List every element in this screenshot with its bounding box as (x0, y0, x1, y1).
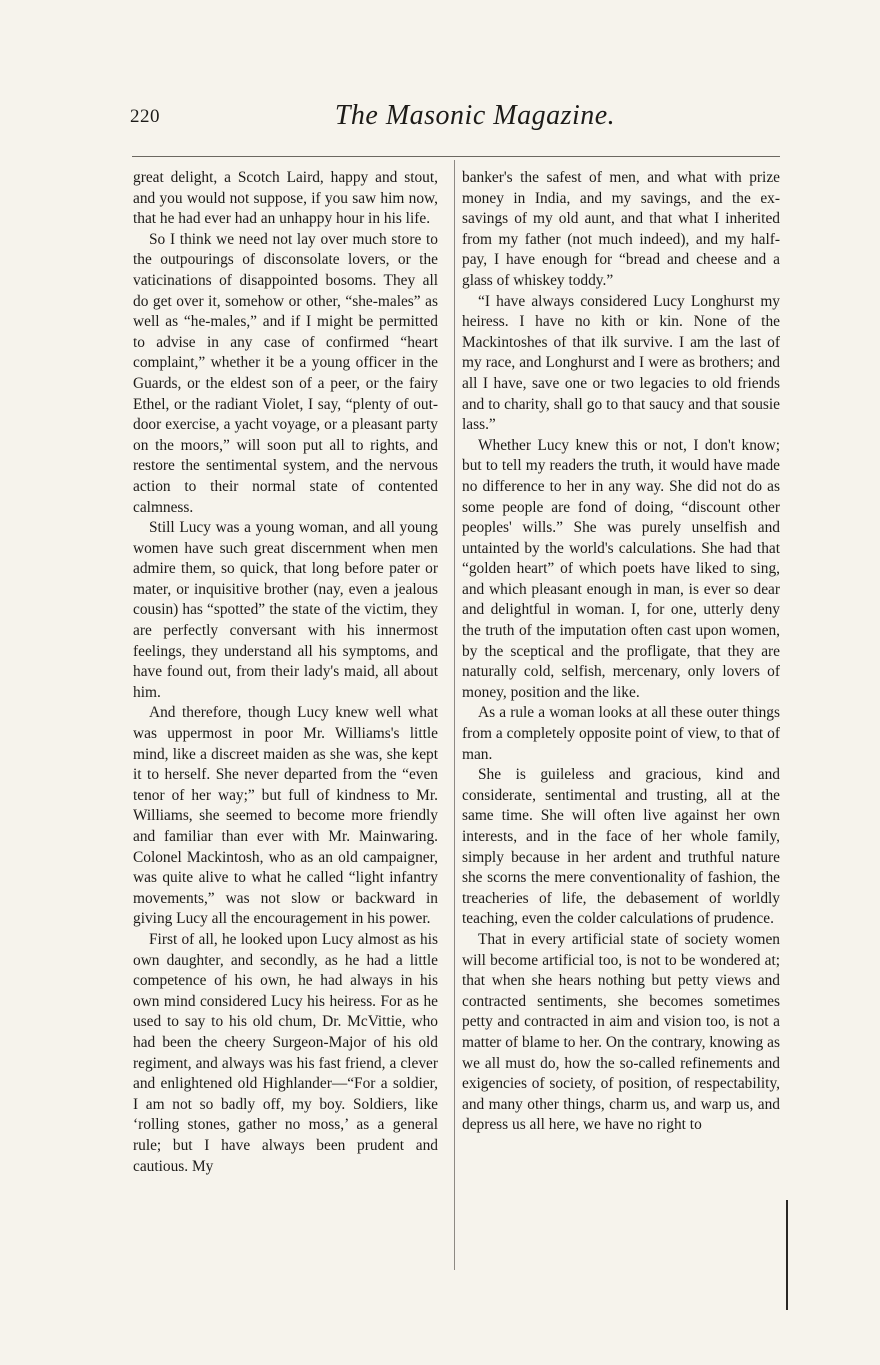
paragraph: As a rule a woman looks at all these outer things from a completely opposite point of view, to that of man. (462, 704, 780, 763)
paragraph: great delight, a Scotch Laird, happy and stout, and you would not suppose, if you saw him now, that he had ever had an unhappy hour in his life. (133, 169, 438, 228)
paragraph: And therefore, though Lucy knew well what was uppermost in poor Mr. Williams's little mind, like a discreet maiden as she was, she kept it to herself. She never departed from the “even tenor of her way;” but full of kindness to Mr. Williams, she seemed to become more friendly and familiar than ever with Mr. Mainwaring. Colonel Mackintosh, who as an old campaigner, was quite alive to what he called “light infantry movements,” was not slow or backward in giving Lucy all the encouragement in his power. (133, 704, 438, 928)
paragraph: Whether Lucy knew this or not, I don't know; but to tell my readers the truth, it would have made no difference to her in any way. She did not do as some people are fond of doing, “discount other peoples' wills.” She was purely unselfish and untainted by the world's calculations. She had that “golden heart” of which poets have liked to sing, and which pleasant enough in man, is ever so dear and delightful in woman. I, for one, utterly deny the truth of the imputation often cast upon women, by the sceptical and the profligate, that they are naturally cold, selfish, mercenary, only lovers of money, position and the like. (462, 436, 780, 701)
paragraph: So I think we need not lay over much store to the outpourings of disconsolate lovers, or the vaticinations of disappointed bosoms. They all do get over it, somehow or other, “she-males” as well as “he-males,” and if I might be permitted to advise in any case of confirmed “heart complaint,” whether it be a young officer in the Guards, or the eldest son of a peer, or the fairy Ethel, or the radiant Violet, I say, “plenty of out-door exercise, a yacht voyage, or a pleasant party on the moors,” will soon put all to rights, and restore the sentimental system, and the nervous action to their normal state of contented calmness. (133, 230, 438, 516)
column-divider (454, 160, 455, 1270)
left-column (133, 168, 438, 1177)
running-title: The Masonic Magazine. (334, 100, 616, 131)
page-header (130, 96, 780, 140)
header-rule (132, 156, 780, 157)
margin-binding-mark (786, 1200, 788, 1310)
right-column (462, 168, 780, 1136)
paragraph: That in every artificial state of society women will become artificial too, is not to be wondered at; that when she hears nothing but petty views and contracted sentiments, she becomes sometimes petty and contracted in aim and vision too, is not a matter of blame to her. On the contrary, knowing as we all must do, how the so-called refinements and exigencies of society, of position, of respectability, and many other things, charm us, and warp us, and depress us all here, we have no right to (462, 930, 780, 1134)
paragraph: Still Lucy was a young woman, and all young women have such great discernment when men admire them, so quick, that long before pater or mater, or inquisitive brother (nay, even a jealous cousin) has “spotted” the state of the victim, they are perfectly conversant with his innermost feelings, they understand all his symptoms, and have found out, from their lady's maid, all about him. (133, 519, 438, 701)
paragraph: First of all, he looked upon Lucy almost as his own daughter, and secondly, as he had a little competence of his own, he had always in his own mind considered Lucy his heiress. For as he used to say to his old chum, Dr. McVittie, who had been the cheery Surgeon-Major of his old regiment, and always was his fast friend, a clever and enlightened old Highlander—“For a soldier, I am not so badly off, my boy. Soldiers, like ‘rolling stones, gather no moss,’ as a general rule; but I have always been prudent and cautious. My (133, 930, 438, 1175)
paragraph: She is guileless and gracious, kind and considerate, sentimental and trusting, all at the same time. She will often live against her own interests, and in the face of her whole family, simply because in her ardent and truthful nature she scorns the mere conventionality of fashion, the treacheries of life, the debasement of worldly teaching, even the colder calculations of prudence. (462, 766, 780, 928)
paragraph: “I have always considered Lucy Longhurst my heiress. I have no kith or kin. None of the Mackintoshes of that ilk survive. I am the last of my race, and Longhurst and I were as brothers; and all I have, save one or two legacies to old friends and to charity, shall go to that saucy and that sousie lass.” (462, 292, 780, 434)
page-number: 220 (130, 106, 160, 127)
paragraph: banker's the safest of men, and what with prize money in India, and my savings, and the ex-savings of my old aunt, and that what I inherited from my father (not much indeed), and my half-pay, I have enough for “bread and cheese and a glass of whiskey toddy.” (462, 169, 780, 289)
